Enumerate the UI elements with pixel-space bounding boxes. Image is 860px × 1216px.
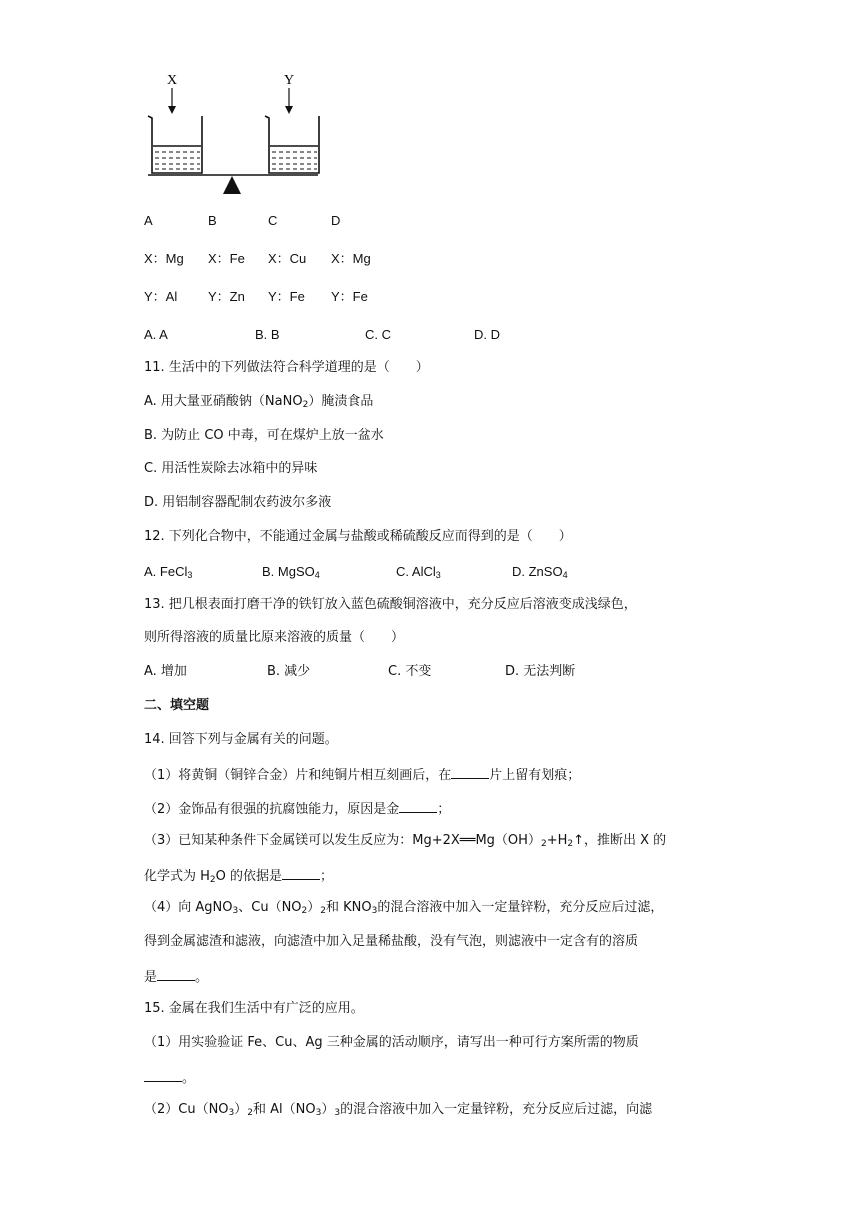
answer-blank[interactable] <box>399 800 437 813</box>
q15-part2-line1: $(2)Cu(NO_3)_2$和 $Al(NO_3)_3$的混合溶液中加入一定量锌粉，充分反应后过滤，向滤 <box>144 1102 653 1118</box>
table-header-b: B <box>208 213 217 228</box>
left-beaker <box>148 116 202 173</box>
q14-part4-line3: 是 。 <box>144 970 209 985</box>
q14-stem: 14. 回答下列与金属有关的问题。 <box>144 732 338 747</box>
table-cell: Y：Al <box>144 289 178 304</box>
section-title: 二、填空题 <box>144 698 210 713</box>
q14-part4-line1: （4）向 AgNO$_3$、$Cu(NO_2)_2$和 $KNO_3$的混合溶液中加入一定量锌粉，充分反应后过滤， <box>144 900 664 916</box>
q10-option-a[interactable]: A. A <box>144 327 168 342</box>
q10-option-d[interactable]: D. D <box>474 327 500 342</box>
table-header-c: C <box>268 213 278 228</box>
q10-option-b[interactable]: B. B <box>255 327 280 342</box>
q12-option-c[interactable]: C. AlCl$_3$ <box>396 564 441 580</box>
table-cell: Y：Fe <box>331 289 368 304</box>
q12-option-d[interactable]: D. ZnSO$_4$ <box>512 564 568 580</box>
table-cell: X：Mg <box>331 251 371 266</box>
q14-part1: （1）将黄铜（铜锌合金）片和纯铜片相互刻画后，在 片上留有划痕； <box>144 768 581 783</box>
table-cell: Y：Zn <box>208 289 245 304</box>
q12-option-a[interactable]: A. FeCl$_3$ <box>144 564 193 580</box>
q12-stem: 12. 下列化合物中，不能通过金属与盐酸或稀硫酸反应而得到的是（ ） <box>144 529 572 544</box>
q15-part1-line1: （1）用实验验证 Fe、Cu、Ag 三种金属的活动顺序，请写出一种可行方案所需的物质 <box>144 1035 639 1050</box>
table-cell: X：Cu <box>268 251 307 266</box>
q14-part4-line2: 得到金属滤渣和滤液，向滤渣中加入足量稀盐酸，没有气泡，则滤液中一定含有的溶质 <box>144 934 639 949</box>
table-cell: Y：Fe <box>268 289 305 304</box>
answer-blank[interactable] <box>451 766 489 779</box>
q14-part2: （2）金饰品有很强的抗腐蚀能力，原因是金 ； <box>144 802 451 817</box>
q11-option-a[interactable]: A. 用大量亚硝酸钠（NaNO$_2$）腌渍食品 <box>144 394 374 410</box>
q11-option-d[interactable]: D. 用铝制容器配制农药波尔多液 <box>144 495 332 510</box>
q15-stem: 15. 金属在我们生活中有广泛的应用。 <box>144 1001 364 1016</box>
q15-part1-line2: 。 <box>144 1069 195 1085</box>
q13-option-d[interactable]: D. 无法判断 <box>505 664 576 679</box>
table-cell: X：Fe <box>208 251 245 266</box>
q13-option-c[interactable]: C. 不变 <box>388 664 432 679</box>
table-cell: X：Mg <box>144 251 184 266</box>
balance-beakers-figure <box>140 70 320 200</box>
answer-blank[interactable] <box>282 867 320 880</box>
q11-stem: 11. 生活中的下列做法符合科学道理的是（ ） <box>144 360 429 375</box>
q13-stem-line2: 则所得溶液的质量比原来溶液的质量（ ） <box>144 630 405 645</box>
q10-option-c[interactable]: C. C <box>365 327 391 342</box>
fulcrum <box>223 176 241 194</box>
right-beaker <box>265 116 319 173</box>
q12-option-b[interactable]: B. MgSO$_4$ <box>262 564 320 580</box>
q13-option-a[interactable]: A. 增加 <box>144 664 187 679</box>
table-header-a: A <box>144 213 153 228</box>
figure-label-x: X <box>167 73 178 88</box>
q11-option-c[interactable]: C. 用活性炭除去冰箱中的异味 <box>144 461 318 476</box>
q11-option-b[interactable]: B. 为防止 CO 中毒，可在煤炉上放一盆水 <box>144 428 384 443</box>
figure-label-y: Y <box>284 73 295 88</box>
q13-option-b[interactable]: B. 减少 <box>267 664 311 679</box>
q13-stem-line1: 13. 把几根表面打磨干净的铁钉放入蓝色硫酸铜溶液中，充分反应后溶液变成浅绿色， <box>144 597 637 612</box>
q14-part3-line1: （3）已知某种条件下金属镁可以发生反应为：$Mg+2X══Mg(OH)_2+H_2↑$，推断出 X 的 <box>144 833 667 849</box>
answer-blank[interactable] <box>144 1069 182 1082</box>
answer-blank[interactable] <box>157 968 195 981</box>
q14-part3-line2: 化学式为 $H_2O$ 的依据是 ； <box>144 869 334 885</box>
table-header-d: D <box>331 213 341 228</box>
